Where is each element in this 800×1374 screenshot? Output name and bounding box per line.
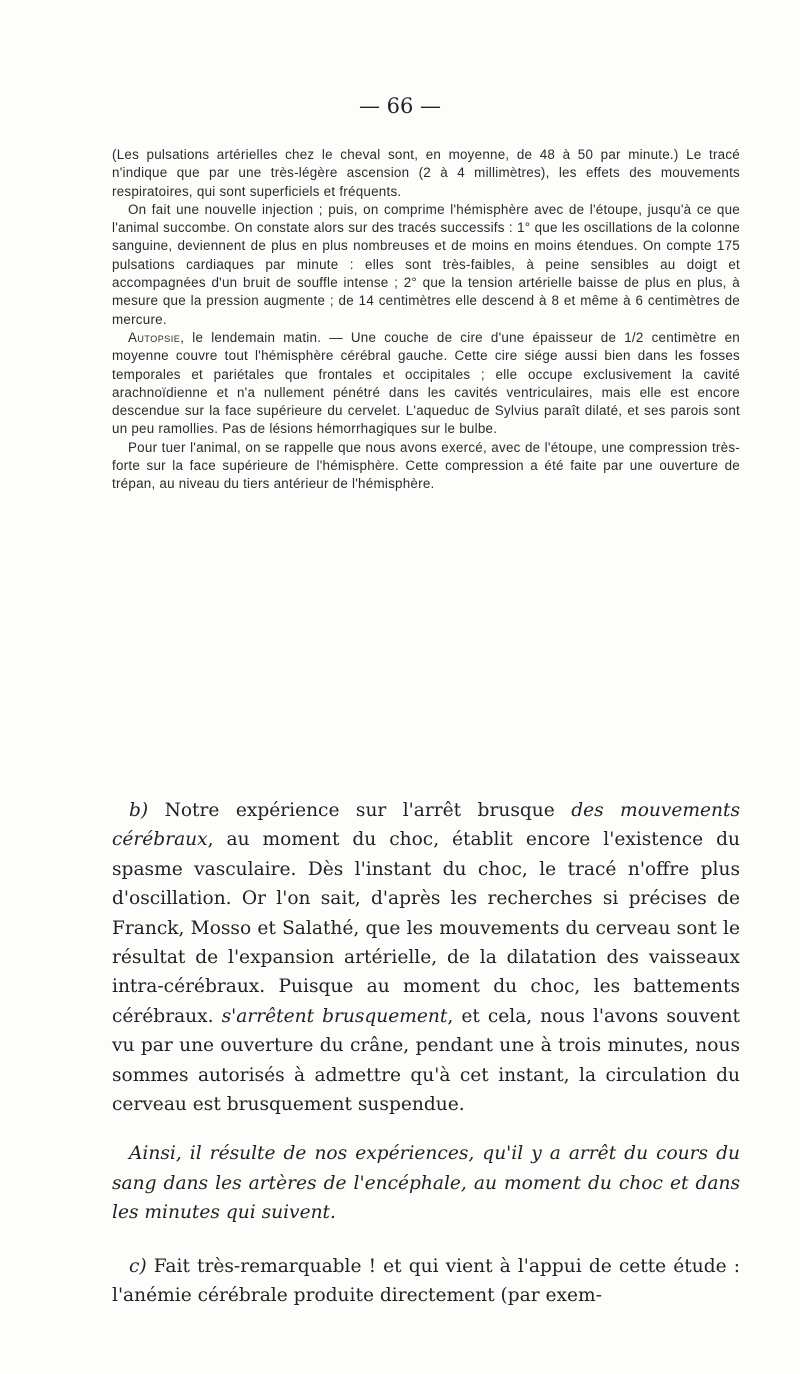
paragraph-pulsations: (Les pulsations artérielles chez le cheval sont, en moyenne, de 48 à 50 par minute.) Le tracé n'indique que par une très-légère ascension (2 à 4 millimètres), les effets des mouvements respiratoires, qui sont superficiels et fréquents. [112,147,740,199]
paragraph-b-emphasis-2: s'arrêtent brusquement [221,1005,448,1027]
paragraph-c-text: Fait très-remarquable ! et qui vient à l'appui de cette étude : l'anémie cérébrale produite directement (par exem- [112,1255,740,1307]
paragraph-b-part-1: Notre expérience sur l'arrêt brusque [148,800,572,821]
main-text [112,796,740,1311]
autopsie-text: , le lendemain matin. — Une couche de cire d'une épaisseur de 1/2 centimètre en moyenne couvre tout l'hémisphère cérébral gauche. Cette cire siége aussi bien dans les fosses temporales et pariétales que frontales et occipitales ; elle occupe exclusivement la cavité arachnoïdienne et n'a nullement pénétré dans les cavités ventriculaires, mais elle est encore descendue sur la face supérieure du cervelet. L'aqueduc de Sylvius paraît dilaté, et ses parois sont un peu ramollies. Pas de lésions hémorrhagiques sur le bulbe. [112,329,740,437]
paragraph-c-marker: c) [129,1255,147,1277]
paragraph-b-part-2: , au moment du choc, établit encore l'existence du spasme vasculaire. Dès l'instant du choc, le tracé n'offre plus d'oscillation. Or l'on sait, d'après les recherches si précises de Franck, Mosso et Salathé, que les mouvements du cerveau sont le résultat de l'expansion artérielle, de la dilatation des vaisseaux intra-cérébraux. Puisque au moment du choc, les battements cérébraux. [112,829,740,1027]
page-number: — 66 — [358,94,442,118]
paragraph-autopsie [112,329,740,439]
paragraph-b-emphasis-1: des mouvements cérébraux [112,800,740,851]
paragraph-injection: On fait une nouvelle injection ; puis, on comprime l'hémisphère avec de l'étoupe, jusqu'à ce que l'animal succombe. On constate alors sur des tracés successifs : 1° que les oscillations de la colonne sanguine, deviennent de plus en plus nombreuses et de moins en moins étendues. On compte 175 pulsations cardiaques par minute : elles sont très-faibles, à peine sensibles au doigt et accompagnées d'un bruit de souffle intense ; 2° que la tension artérielle baisse de plus en plus, à mesure que la pression augmente ; de 14 centimètres elle descend à 8 et même à 6 centimètres de mercure. [112,201,740,327]
paragraph-b [112,796,740,1119]
paragraph-conclusion: Ainsi, il résulte de nos expériences, qu'il y a arrêt du cours du sang dans les artères de l'encéphale, au moment du choc et dans les minutes qui suivent. [112,1143,740,1224]
paragraph-b-part-3: , et cela, nous l'avons souvent vu par une ouverture du crâne, pendant une à trois minutes, nous sommes autorisés à admettre qu'à cet instant, la circulation du cerveau est brusquement suspendue. [112,1005,741,1116]
observation-notes [112,146,740,494]
paragraph-tuer-animal: Pour tuer l'animal, on se rappelle que nous avons exercé, avec de l'étoupe, une compression très-forte sur la face supérieure de l'hémisphère. Cette compression a été faite par une ouverture de trépan, au niveau du tiers antérieur de l'hémisphère. [112,439,740,492]
autopsie-heading: Autopsie [128,329,181,345]
paragraph-c [112,1252,740,1311]
paragraph-b-marker: b) [129,800,149,821]
